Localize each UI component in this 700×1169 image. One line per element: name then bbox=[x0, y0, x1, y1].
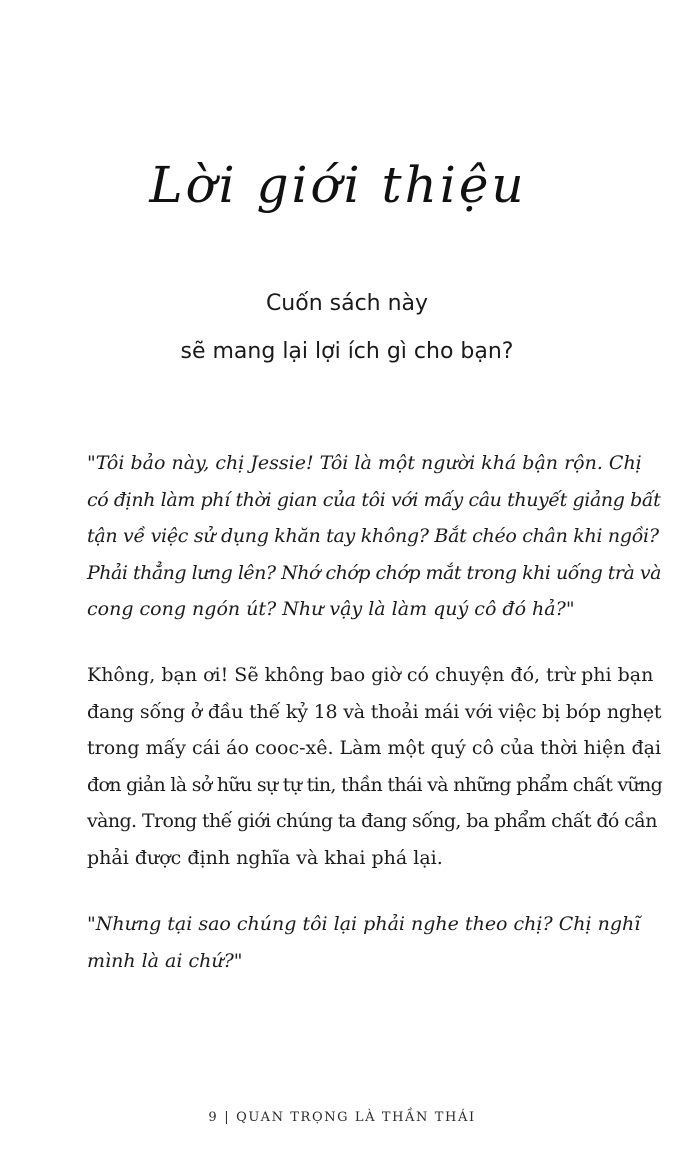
page-footer bbox=[0, 1110, 692, 1125]
paragraph-line: có định làm phí thời gian của tôi với mấy câu thuyết giảng bất bbox=[87, 488, 661, 511]
chapter-title: Lời giới thiệu bbox=[149, 156, 527, 214]
paragraph-line: "Nhưng tại sao chúng tôi lại phải nghe theo chị? Chị nghĩ bbox=[87, 913, 641, 935]
paragraph-line: trong mấy cái áo cooc-xê. Làm một quý cô của thời hiện đại bbox=[87, 737, 662, 759]
chapter-subtitle-line-2: sẽ mang lại lợi ích gì cho bạn? bbox=[180, 339, 514, 364]
running-book-title: QUAN TRỌNG LÀ THẦN THÁI bbox=[236, 1110, 476, 1125]
paragraph-line: đang sống ở đầu thế kỷ 18 và thoải mái với việc bị bóp nghẹt bbox=[87, 700, 662, 723]
paragraph-line: phải được định nghĩa và khai phá lại. bbox=[87, 846, 443, 869]
paragraph-line: Phải thẳng lưng lên? Nhớ chớp chớp mắt trong khi uống trà và bbox=[87, 561, 661, 584]
paragraph-quote-2 bbox=[87, 906, 647, 979]
paragraph-line: mình là ai chứ?" bbox=[87, 949, 243, 972]
footer-separator: | bbox=[224, 1110, 231, 1125]
page-number: 9 bbox=[208, 1110, 219, 1125]
paragraph-line: tận về việc sử dụng khăn tay không? Bắt chéo chân khi ngồi? bbox=[87, 525, 659, 547]
paragraph-line: Không, bạn ơi! Sẽ không bao giờ có chuyện đó, trừ phi bạn bbox=[87, 664, 654, 686]
paragraph-body bbox=[87, 657, 663, 876]
paragraph-line: "Tôi bảo này, chị Jessie! Tôi là một người khá bận rộn. Chị bbox=[87, 452, 642, 474]
paragraph-line: cong cong ngón út? Như vậy là làm quý cô đó hả?" bbox=[87, 598, 575, 620]
paragraph-quote-1 bbox=[87, 445, 661, 628]
chapter-subtitle-line-1: Cuốn sách này bbox=[265, 291, 429, 316]
paragraph-line: đơn giản là sở hữu sự tự tin, thần thái và những phẩm chất vững bbox=[87, 773, 663, 796]
paragraph-line: vàng. Trong thế giới chúng ta đang sống, ba phẩm chất đó cần bbox=[87, 810, 657, 832]
